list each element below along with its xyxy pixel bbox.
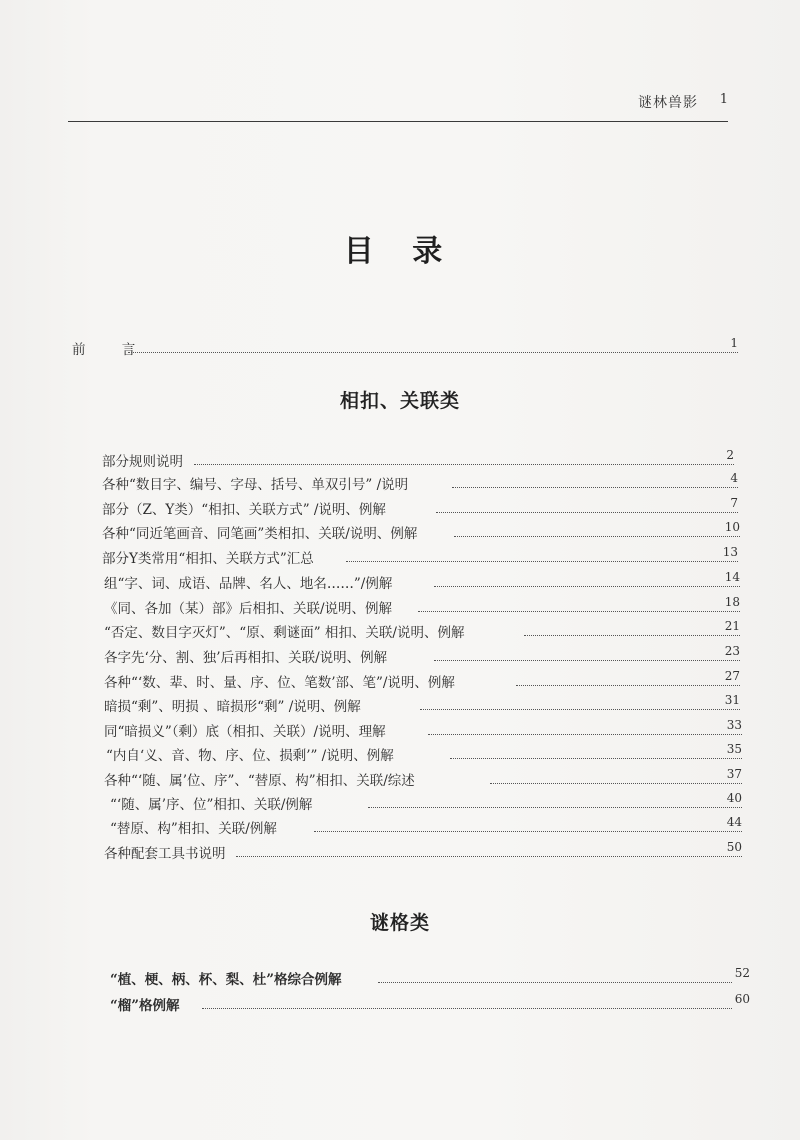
leader-dots (378, 982, 732, 983)
toc-entry-label: “内自‘义、音、物、序、位、损剩’” /说明、例解 (106, 748, 394, 764)
toc-entry[interactable] (102, 545, 738, 567)
toc-entry[interactable] (102, 496, 738, 518)
toc-entry-page: 50 (726, 840, 742, 854)
toc-entry[interactable] (104, 644, 740, 666)
leader-dots (434, 586, 740, 587)
toc-entry-label: 各字先‘分、割、独’后再相扣、关联/说明、例解 (104, 650, 388, 666)
toc-entry-page: 37 (726, 767, 742, 781)
toc-entry-page: 2 (726, 448, 734, 462)
leader-dots (490, 783, 742, 784)
toc-entry-label: 各种“‘数、辈、时、量、序、位、笔数’部、笔”/说明、例解 (104, 675, 455, 691)
leader-dots (450, 758, 742, 759)
toc-entry-page: 40 (726, 791, 742, 805)
toc-entry-page: 44 (726, 815, 742, 829)
toc-entry-preface[interactable] (72, 336, 738, 358)
leader-dots (202, 1008, 732, 1009)
toc-entry[interactable] (106, 742, 742, 764)
leader-dots (194, 464, 734, 465)
toc-entry-label: 各种配套工具书说明 (104, 846, 226, 862)
toc-entry-page: 52 (734, 966, 750, 980)
toc-entry[interactable] (104, 840, 742, 862)
toc-entry-label: 各种“‘随、属’位、序”、“替原、构”相扣、关联/综述 (104, 773, 415, 789)
toc-entry[interactable] (110, 966, 750, 988)
toc-entry-page: 4 (730, 471, 738, 485)
toc-entry[interactable] (104, 669, 740, 691)
leader-dots (368, 807, 742, 808)
leader-dots (420, 709, 740, 710)
toc-entry-page: 23 (724, 644, 740, 658)
toc-entry[interactable] (104, 767, 742, 789)
leader-dots (428, 734, 742, 735)
section-heading: 谜格类 (369, 912, 430, 934)
toc-entry-page: 13 (722, 545, 738, 559)
section-heading: 相扣、关联类 (339, 390, 460, 412)
toc-entry-label: 同“暗损义”（剩）底（相扣、关联）/说明、理解 (104, 724, 386, 740)
toc-entry-label: 《同、各加（某）部》后相扣、关联/说明、例解 (104, 601, 393, 617)
toc-entry-label: “‘随、属’序、位”相扣、关联/例解 (110, 797, 313, 813)
toc-entry-label: 暗损“剩”、明损 、暗损形“剩” /说明、例解 (104, 699, 361, 715)
toc-entry-page: 18 (724, 595, 740, 609)
toc-entry[interactable] (104, 619, 740, 641)
toc-entry[interactable] (110, 815, 742, 837)
toc-entry-label: 部分规则说明 (102, 454, 183, 470)
toc-entry-page: 27 (724, 669, 740, 683)
toc-entry-label: “否定、数目字灭灯”、“原、剩谜面” 相扣、关联/说明、例解 (104, 625, 465, 641)
toc-entry-label: “植、梗、柄、杯、梨、杜”格综合例解 (110, 972, 342, 988)
toc-entry-label: 各种“数目字、编号、字母、括号、单双引号” /说明 (102, 477, 409, 493)
toc-entry-label: “榴”格例解 (110, 998, 180, 1014)
toc-entry-label: “替原、构”相扣、关联/例解 (110, 821, 277, 837)
toc-entry-label: 部分（Z、Y类）“相扣、关联方式” /说明、例解 (102, 502, 386, 518)
running-header (68, 88, 728, 128)
toc-entry[interactable] (102, 520, 740, 542)
leader-dots (454, 536, 740, 537)
toc-entry[interactable] (102, 448, 734, 470)
toc-entry[interactable] (110, 992, 750, 1014)
toc-entry-label: 前 言 (72, 342, 152, 358)
toc-entry-page: 10 (724, 520, 740, 534)
page-title: 目 录 (343, 234, 457, 269)
toc-entry[interactable] (104, 718, 742, 740)
leader-dots (418, 611, 740, 612)
running-title: 谜林兽影 (638, 95, 698, 111)
toc-entry-label: 各种“同近笔画音、同笔画”类相扣、关联/说明、例解 (102, 526, 418, 542)
leader-dots (346, 561, 738, 562)
toc-entry-label: 组“字、词、成语、品牌、名人、地名……”/例解 (104, 576, 393, 592)
leader-dots (452, 487, 738, 488)
header-rule (68, 121, 728, 122)
toc-entry[interactable] (104, 693, 740, 715)
toc-entry-label: 部分Y类常用“相扣、关联方式”汇总 (102, 551, 314, 567)
toc-entry[interactable] (110, 791, 742, 813)
toc-entry-page: 60 (734, 992, 750, 1006)
toc-entry-page: 14 (724, 570, 740, 584)
leader-dots (516, 685, 740, 686)
toc-entry-page: 21 (724, 619, 740, 633)
leader-dots (434, 660, 740, 661)
toc-entry-page: 31 (724, 693, 740, 707)
toc-entry[interactable] (104, 570, 740, 592)
leader-dots (236, 856, 742, 857)
toc-entry-page: 35 (726, 742, 742, 756)
toc-entry-page: 7 (730, 496, 738, 510)
header-page-number: 1 (719, 92, 728, 107)
toc-entry[interactable] (102, 471, 738, 493)
toc-entry-page: 1 (730, 336, 738, 350)
leader-dots (436, 512, 738, 513)
leader-dots (524, 635, 740, 636)
leader-dots (128, 352, 738, 353)
toc-entry[interactable] (104, 595, 740, 617)
toc-entry-page: 33 (726, 718, 742, 732)
leader-dots (314, 831, 742, 832)
